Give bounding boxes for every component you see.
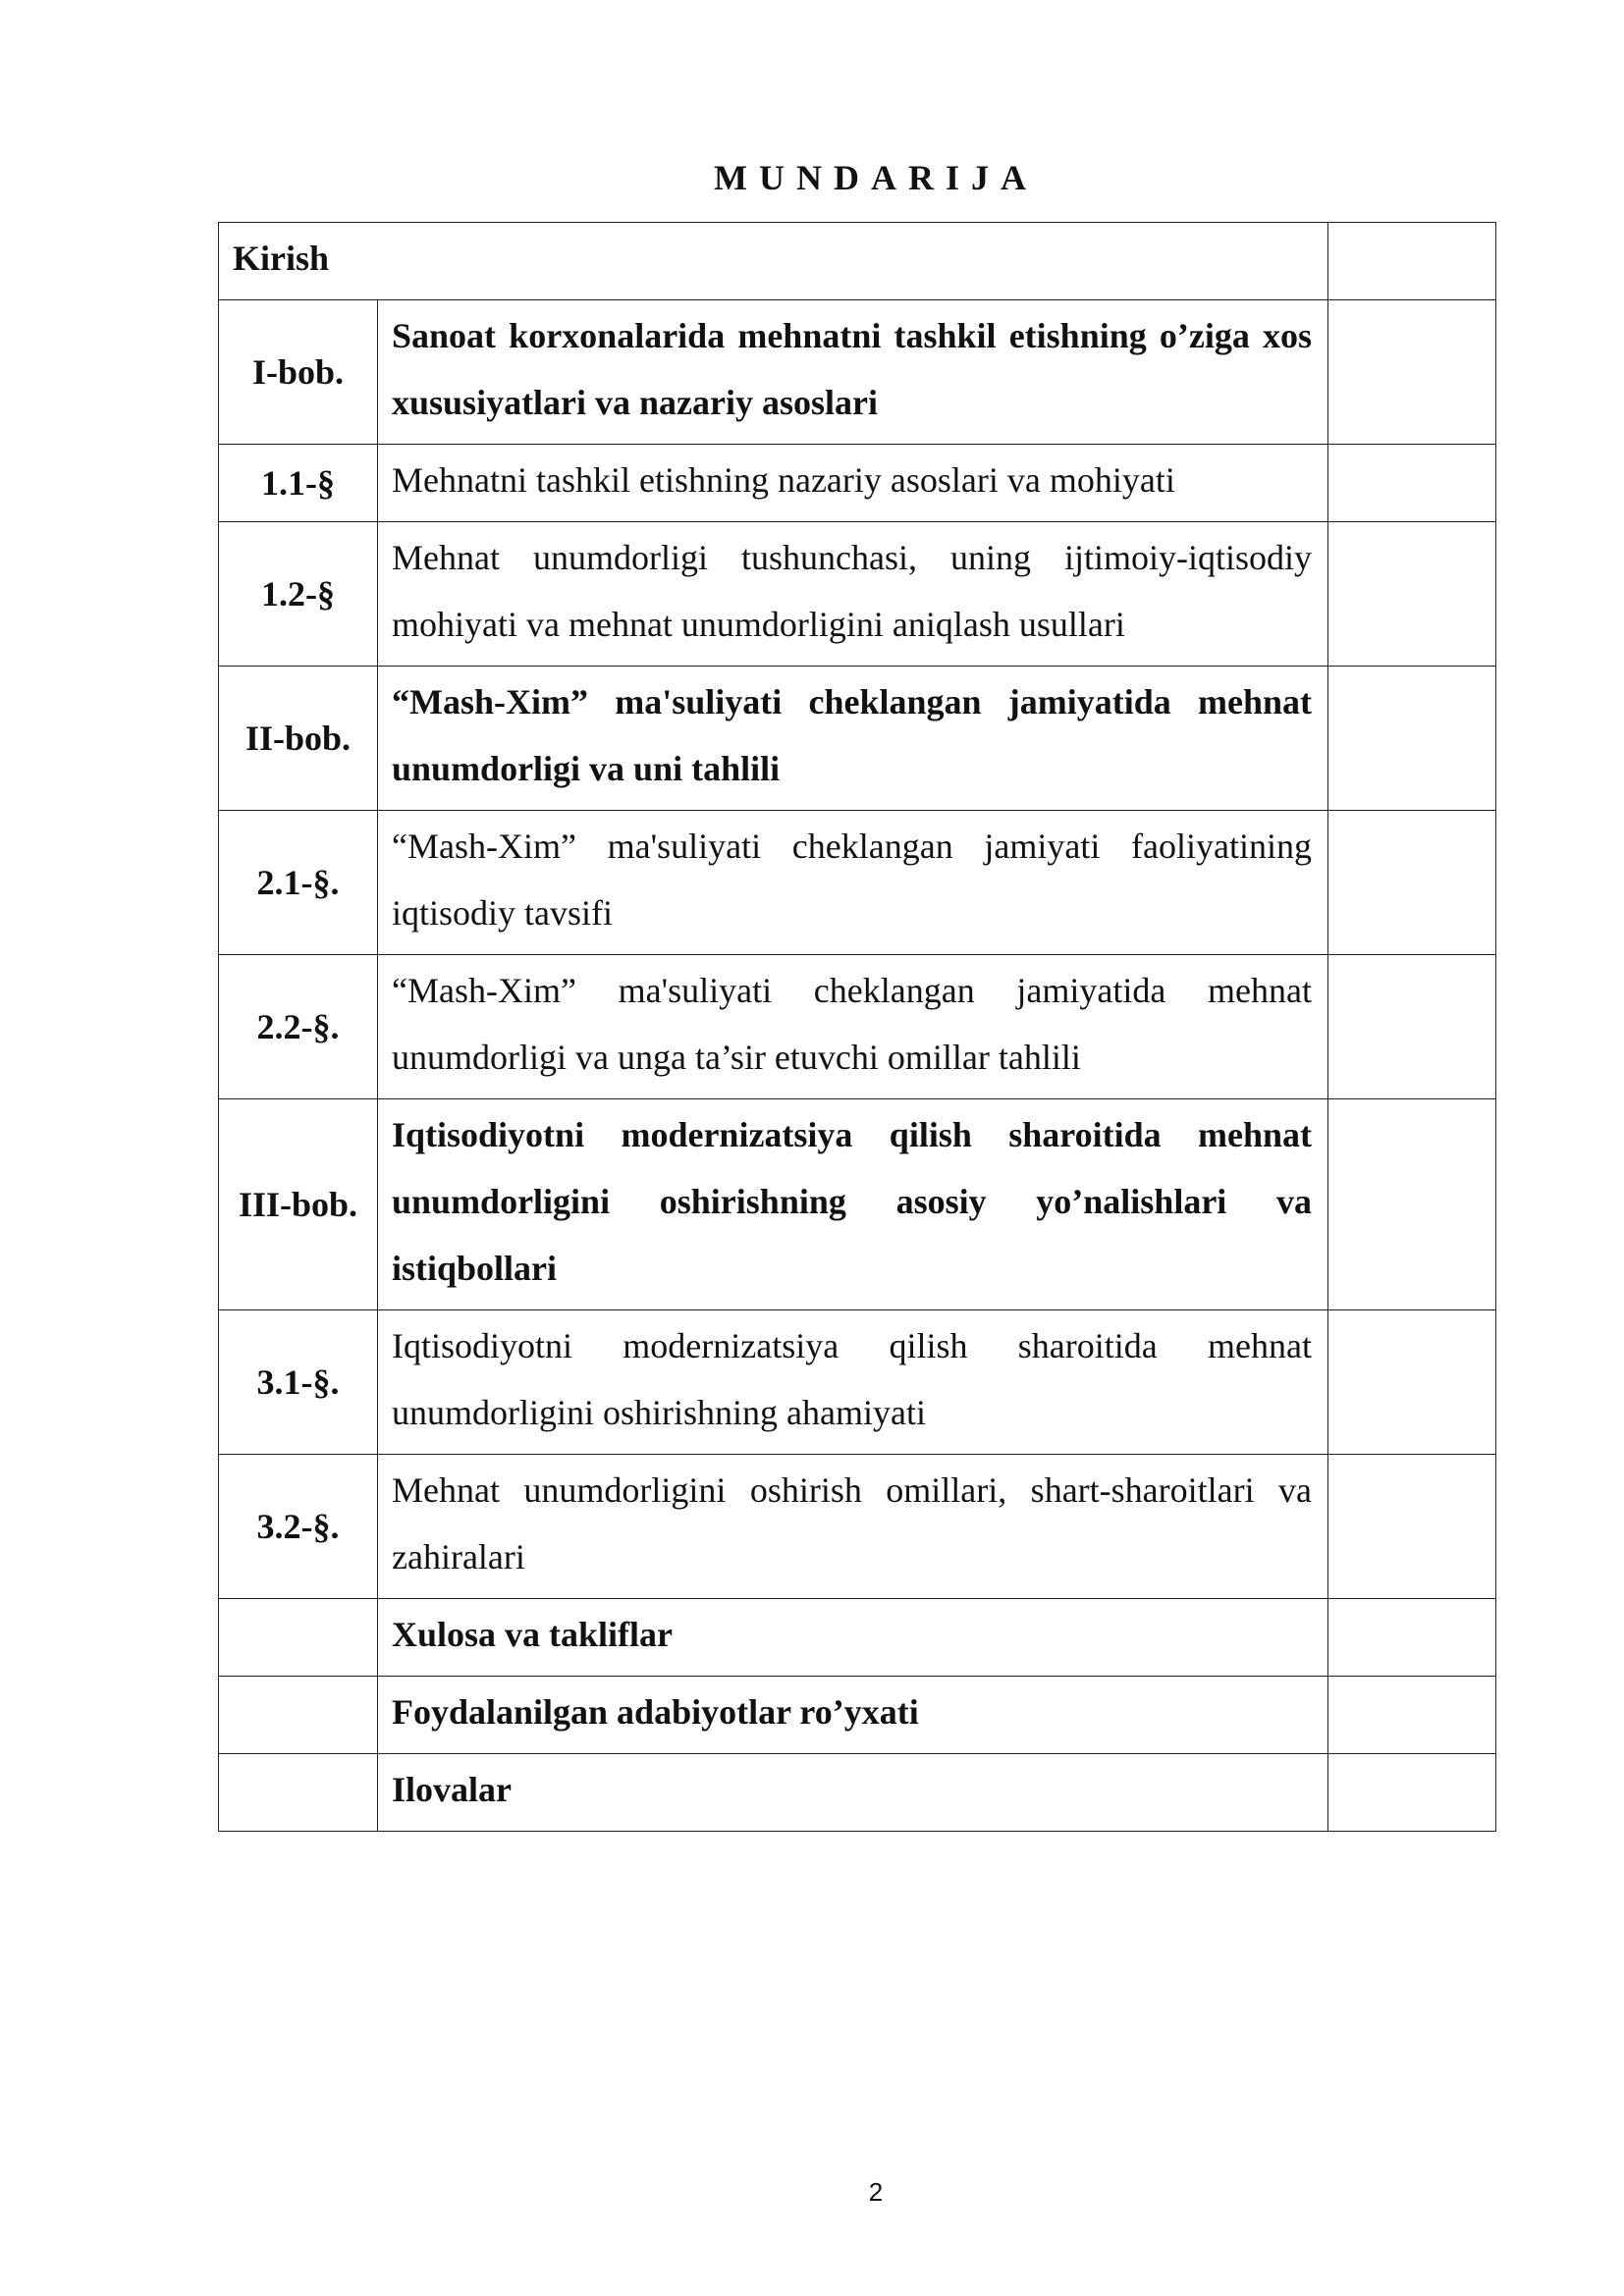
toc-section-title: Mehnat unumdorligini oshirish omillari, shart-sharoitlari va zahiralari — [378, 1455, 1328, 1599]
toc-row — [219, 300, 1496, 445]
page-title: MUNDARIJA — [714, 158, 1038, 197]
toc-body — [219, 223, 1496, 1832]
toc-section-title: Xulosa va takliflar — [378, 1599, 1328, 1677]
toc-section-title: “Mash-Xim” ma'suliyati cheklangan jamiyatida mehnat unumdorligi va uni tahlili — [378, 667, 1328, 811]
toc-section-number — [219, 1677, 378, 1754]
toc-row — [219, 1455, 1496, 1599]
toc-section-title: Mehnatni tashkil etishning nazariy asoslari va mohiyati — [378, 445, 1328, 522]
toc-row — [219, 1310, 1496, 1455]
toc-row — [219, 445, 1496, 522]
toc-section-title: Ilovalar — [378, 1754, 1328, 1832]
toc-section-number — [219, 1754, 378, 1832]
toc-page-cell — [1328, 1099, 1496, 1310]
toc-section-title: Iqtisodiyotni modernizatsiya qilish sharoitida mehnat unumdorligini oshirishning ahamiyati — [378, 1310, 1328, 1455]
toc-page-cell — [1328, 1677, 1496, 1754]
toc-page-cell — [1328, 223, 1496, 300]
toc-row — [219, 1599, 1496, 1677]
toc-section-number: 3.2-§. — [219, 1455, 378, 1599]
toc-section-title: Sanoat korxonalarida mehnatni tashkil etishning o’ziga xos xususiyatlari va nazariy asoslari — [378, 300, 1328, 445]
toc-row-intro — [219, 223, 1496, 300]
page-number: 2 — [868, 2177, 884, 2207]
toc-row — [219, 1677, 1496, 1754]
toc-section-number: 1.1-§ — [219, 445, 378, 522]
toc-section-title: Foydalanilgan adabiyotlar ro’yxati — [378, 1677, 1328, 1754]
toc-section-number: 3.1-§. — [219, 1310, 378, 1455]
toc-page-cell — [1328, 1455, 1496, 1599]
toc-row — [219, 811, 1496, 955]
toc-section-title: “Mash-Xim” ma'suliyati cheklangan jamiyati faoliyatining iqtisodiy tavsifi — [378, 811, 1328, 955]
toc-page-cell — [1328, 445, 1496, 522]
toc-section-number: 1.2-§ — [219, 522, 378, 667]
toc-row — [219, 667, 1496, 811]
toc-section-number: III-bob. — [219, 1099, 378, 1310]
toc-section-number: 2.1-§. — [219, 811, 378, 955]
toc-section-title: “Mash-Xim” ma'suliyati cheklangan jamiyatida mehnat unumdorligi va unga ta’sir etuvchi omillar tahlili — [378, 955, 1328, 1099]
toc-page-cell — [1328, 1599, 1496, 1677]
toc-row — [219, 1099, 1496, 1310]
toc-section-title: Mehnat unumdorligi tushunchasi, uning ijtimoiy-iqtisodiy mohiyati va mehnat unumdorligini aniqlash usullari — [378, 522, 1328, 667]
toc-page-cell — [1328, 300, 1496, 445]
toc-page-cell — [1328, 667, 1496, 811]
toc-section-title: Iqtisodiyotni modernizatsiya qilish sharoitida mehnat unumdorligini oshirishning asosiy yo’nalishlari va istiqbollari — [378, 1099, 1328, 1310]
toc-page-cell — [1328, 522, 1496, 667]
toc-row — [219, 1754, 1496, 1832]
toc-page-cell — [1328, 811, 1496, 955]
toc-intro-label: Kirish — [219, 223, 1328, 300]
toc-section-number: 2.2-§. — [219, 955, 378, 1099]
toc-page-cell — [1328, 1310, 1496, 1455]
toc-row — [219, 522, 1496, 667]
toc-page-cell — [1328, 955, 1496, 1099]
toc-section-number — [219, 1599, 378, 1677]
toc-row — [219, 955, 1496, 1099]
table-of-contents — [218, 222, 1496, 1832]
toc-section-number: I-bob. — [219, 300, 378, 445]
toc-page-cell — [1328, 1754, 1496, 1832]
toc-section-number: II-bob. — [219, 667, 378, 811]
